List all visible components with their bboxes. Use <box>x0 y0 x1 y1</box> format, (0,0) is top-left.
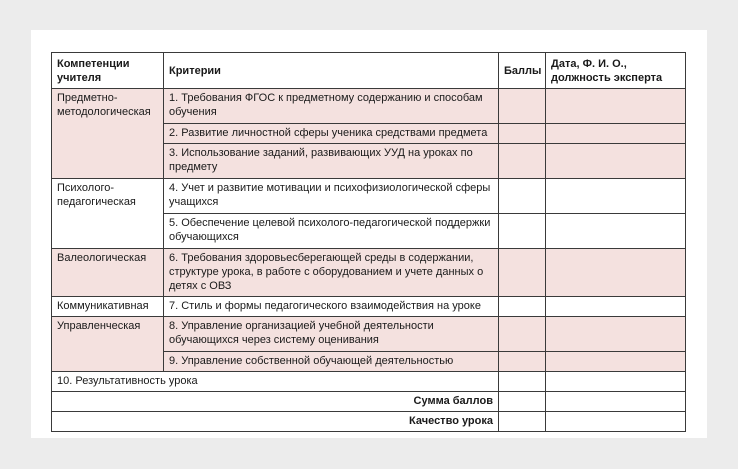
competence-cell: Коммуникативная <box>52 297 164 317</box>
competence-cell: Валеологическая <box>52 249 164 297</box>
expert-cell[interactable] <box>546 249 686 297</box>
score-cell[interactable] <box>499 392 546 412</box>
header-criteria: Критерии <box>164 53 499 89</box>
score-cell[interactable] <box>499 214 546 249</box>
score-cell[interactable] <box>499 317 546 352</box>
criterion-cell: 8. Управление организацией учебной деятельности обучающихся через систему оценивания <box>164 317 499 352</box>
quality-label: Качество урока <box>52 412 499 432</box>
score-cell[interactable] <box>499 412 546 432</box>
header-expert: Дата, Ф. И. О., должность эксперта <box>546 53 686 89</box>
score-cell[interactable] <box>499 249 546 297</box>
table-row <box>52 179 686 214</box>
header-competence: Компетенции учителя <box>52 53 164 89</box>
expert-cell[interactable] <box>546 214 686 249</box>
score-cell[interactable] <box>499 297 546 317</box>
result-label: 10. Результативность урока <box>52 372 499 392</box>
quality-row <box>52 412 686 432</box>
score-cell[interactable] <box>499 144 546 179</box>
document-page <box>31 30 707 438</box>
expert-cell[interactable] <box>546 179 686 214</box>
table-row <box>52 249 686 297</box>
score-cell[interactable] <box>499 372 546 392</box>
criterion-cell: 9. Управление собственной обучающей деятельностью <box>164 352 499 372</box>
score-cell[interactable] <box>499 89 546 124</box>
competence-cell: Управленческая <box>52 317 164 372</box>
expert-cell[interactable] <box>546 392 686 412</box>
criterion-cell: 7. Стиль и формы педагогического взаимодействия на уроке <box>164 297 499 317</box>
header-score: Баллы <box>499 53 546 89</box>
expert-cell[interactable] <box>546 412 686 432</box>
expert-cell[interactable] <box>546 352 686 372</box>
criterion-cell: 6. Требования здоровьесберегающей среды в содержании, структуре урока, в работе с оборудованием и учете данных о детях с ОВЗ <box>164 249 499 297</box>
expert-cell[interactable] <box>546 297 686 317</box>
score-cell[interactable] <box>499 124 546 144</box>
sum-label: Сумма баллов <box>52 392 499 412</box>
table-row <box>52 89 686 124</box>
criterion-cell: 3. Использование заданий, развивающих УУД на уроках по предмету <box>164 144 499 179</box>
criterion-cell: 2. Развитие личностной сферы ученика средствами предмета <box>164 124 499 144</box>
competence-cell: Предметно-методологическая <box>52 89 164 179</box>
competence-cell: Психолого-педагогическая <box>52 179 164 249</box>
expert-cell[interactable] <box>546 144 686 179</box>
criterion-cell: 5. Обеспечение целевой психолого-педагогической поддержки обучающихся <box>164 214 499 249</box>
expert-cell[interactable] <box>546 89 686 124</box>
table-header-row <box>52 53 686 89</box>
criterion-cell: 4. Учет и развитие мотивации и психофизиологической сферы учащихся <box>164 179 499 214</box>
table-row <box>52 297 686 317</box>
table-row <box>52 317 686 352</box>
result-row <box>52 372 686 392</box>
expert-cell[interactable] <box>546 124 686 144</box>
criterion-cell: 1. Требования ФГОС к предметному содержанию и способам обучения <box>164 89 499 124</box>
expert-cell[interactable] <box>546 317 686 352</box>
score-cell[interactable] <box>499 352 546 372</box>
sum-row <box>52 392 686 412</box>
score-cell[interactable] <box>499 179 546 214</box>
lesson-evaluation-table <box>51 52 686 432</box>
expert-cell[interactable] <box>546 372 686 392</box>
